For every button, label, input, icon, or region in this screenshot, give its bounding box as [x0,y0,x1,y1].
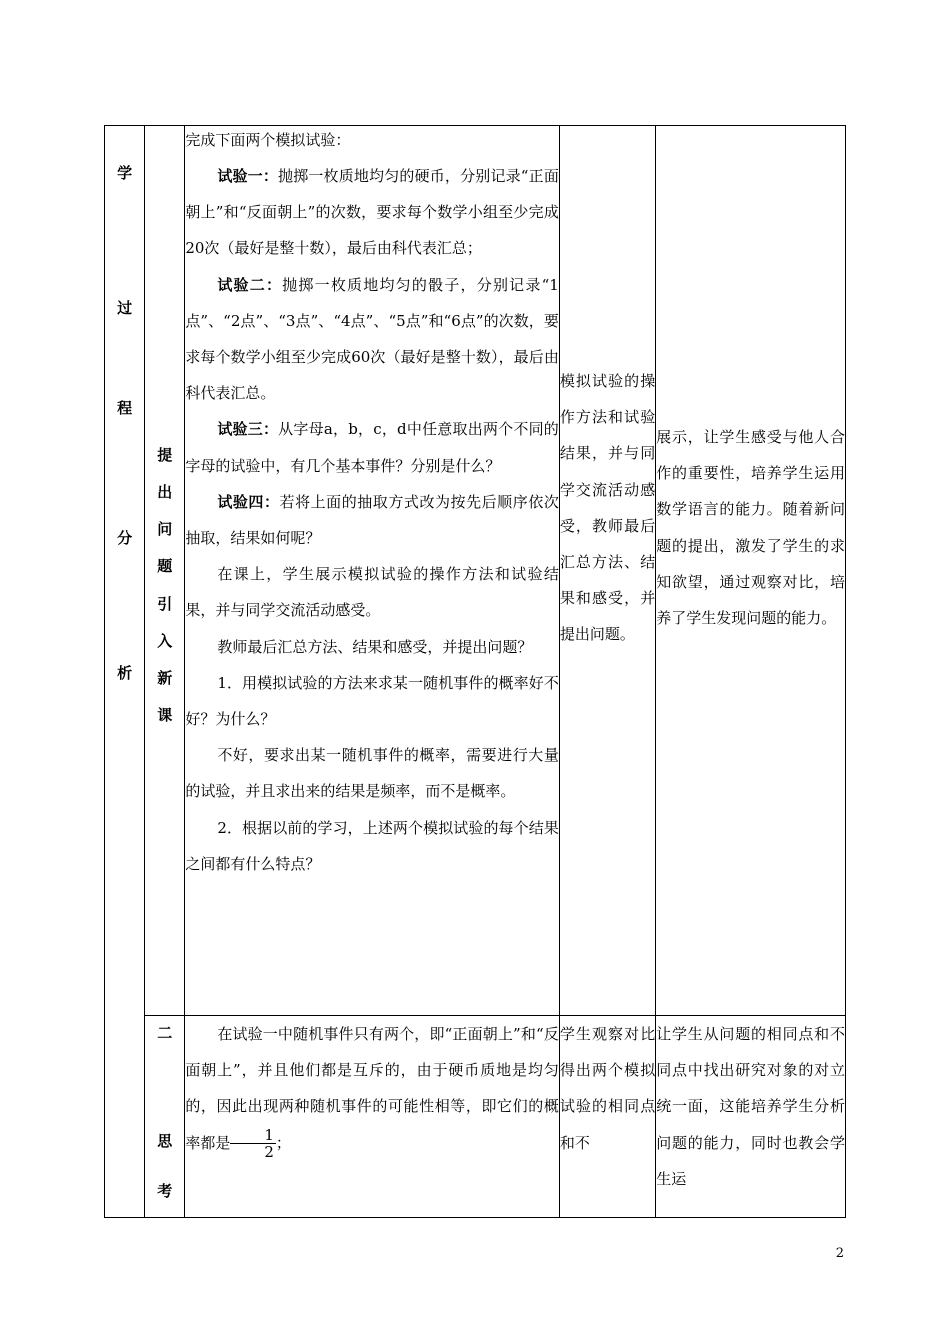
section1-label [145,126,185,1016]
section1-design-intent [656,126,846,1016]
table-row [105,1016,846,1218]
experiment-4 [185,484,559,556]
paragraph: 教师最后汇总方法、结果和感受，并提出问题？ [217,637,533,656]
section1-content [185,126,560,1016]
section1-student-activity [559,126,655,1016]
section2-design-intent [656,1016,846,1218]
section-label-char: 题 [157,557,173,575]
answer-1: 不好，要求出某一随机事件的概率，需要进行大量的试验，并且求出来的结果是频率，而不是概率。 [185,746,559,801]
experiment-3 [185,411,559,483]
question-1: 1．用模拟试验的方法来求某一随机事件的概率好不好？为什么？ [185,673,559,729]
section-label-char: 考 [157,1182,173,1200]
section-label-char: 提 [157,446,173,464]
question-2: 2．根据以前的学习，上述两个模拟试验的每个结果之间都有什么特点？ [185,818,559,873]
section2-text-end: ； [275,1133,291,1152]
experiment-text: 从字母a，b，c，d中任意取出两个不同的字母的试验中，有几个基本事件？分别是什么？ [185,420,559,475]
stage-label-column [105,126,145,1218]
design-intent-text: 展示，让学生感受与他人合作的重要性，培养学生运用数学语言的能力。随着新问题的提出，激发了学生的求知欲望，通过观察对比，培养了学生发现问题的能力。 [656,428,845,628]
section-label-char: 出 [157,483,173,501]
page-number: 2 [835,1246,844,1261]
section2-paragraph [185,1016,559,1161]
stage-label-char: 过 [117,299,133,317]
experiment-text: 抛掷一枚质地均匀的硬币，分别记录“正面朝上”和“反面朝上”的次数，要求每个数学小组至少完成20次（最好是整十数），最后由科代表汇总； [185,167,559,258]
experiment-text: 若将上面的抽取方式改为按先后顺序依次抽取，结果如何呢？ [185,492,559,548]
fraction-denominator: 2 [264,1143,274,1162]
section-label-char: 入 [157,632,173,650]
paragraph: 在课上，学生展示模拟试验的操作方法和试验结果，并与同学交流活动感受。 [185,565,559,620]
section2-text: 在试验一中随机事件只有两个，即“正面朝上”和“反面朝上”，并且他们都是互斥的，由于硬币质地是均匀的，因此出现两种随机事件的可能性相等，即它们的概率都是 [185,1025,559,1152]
section2-student-activity [559,1016,655,1218]
section-label-char: 课 [157,706,173,724]
section-label-char: 新 [157,669,173,687]
stage-label-char: 分 [117,529,133,547]
design-intent-text: 让学生从问题的相同点和不同点中找出研究对象的对立统一面，这能培养学生分析问题的能力，同时也教会学生运 [656,1025,845,1188]
section-label-char: 思 [157,1132,173,1150]
stage-label-char: 学 [117,164,133,182]
stage-label-char: 程 [117,399,133,417]
student-activity-text: 模拟试验的操作方法和试验结果，并与同学交流活动感受，教师最后汇总方法、结果和感受，并提出问题。 [559,372,656,644]
section-label-char: 二 [157,1024,173,1042]
experiment-title: 试验二： [217,275,283,294]
intro-text: 完成下面两个模拟试验： [185,131,351,149]
fraction-numerator: 1 [230,1127,276,1144]
fraction [230,1127,276,1160]
section2-content [185,1016,560,1218]
section-label-char: 引 [157,595,173,613]
student-activity-text: 学生观察对比得出两个模拟试验的相同点和不 [559,1025,656,1152]
lesson-table [104,125,846,1218]
section-label-char: 问 [157,520,173,538]
experiment-2 [185,267,559,412]
section2-label [145,1016,185,1218]
experiment-text: 抛掷一枚质地均匀的骰子，分别记录“1点”、“2点”、“3点”、“4点”、“5点”和“6点”的次数，要求每个数学小组至少完成60次（最好是整十数），最后由科代表汇总。 [185,275,559,403]
table-row [105,126,846,1016]
experiment-title: 试验四： [217,492,280,511]
experiment-title: 试验三： [217,420,279,439]
experiment-title: 试验一： [217,167,279,185]
stage-label-char: 析 [117,664,133,682]
experiment-1 [185,158,559,267]
